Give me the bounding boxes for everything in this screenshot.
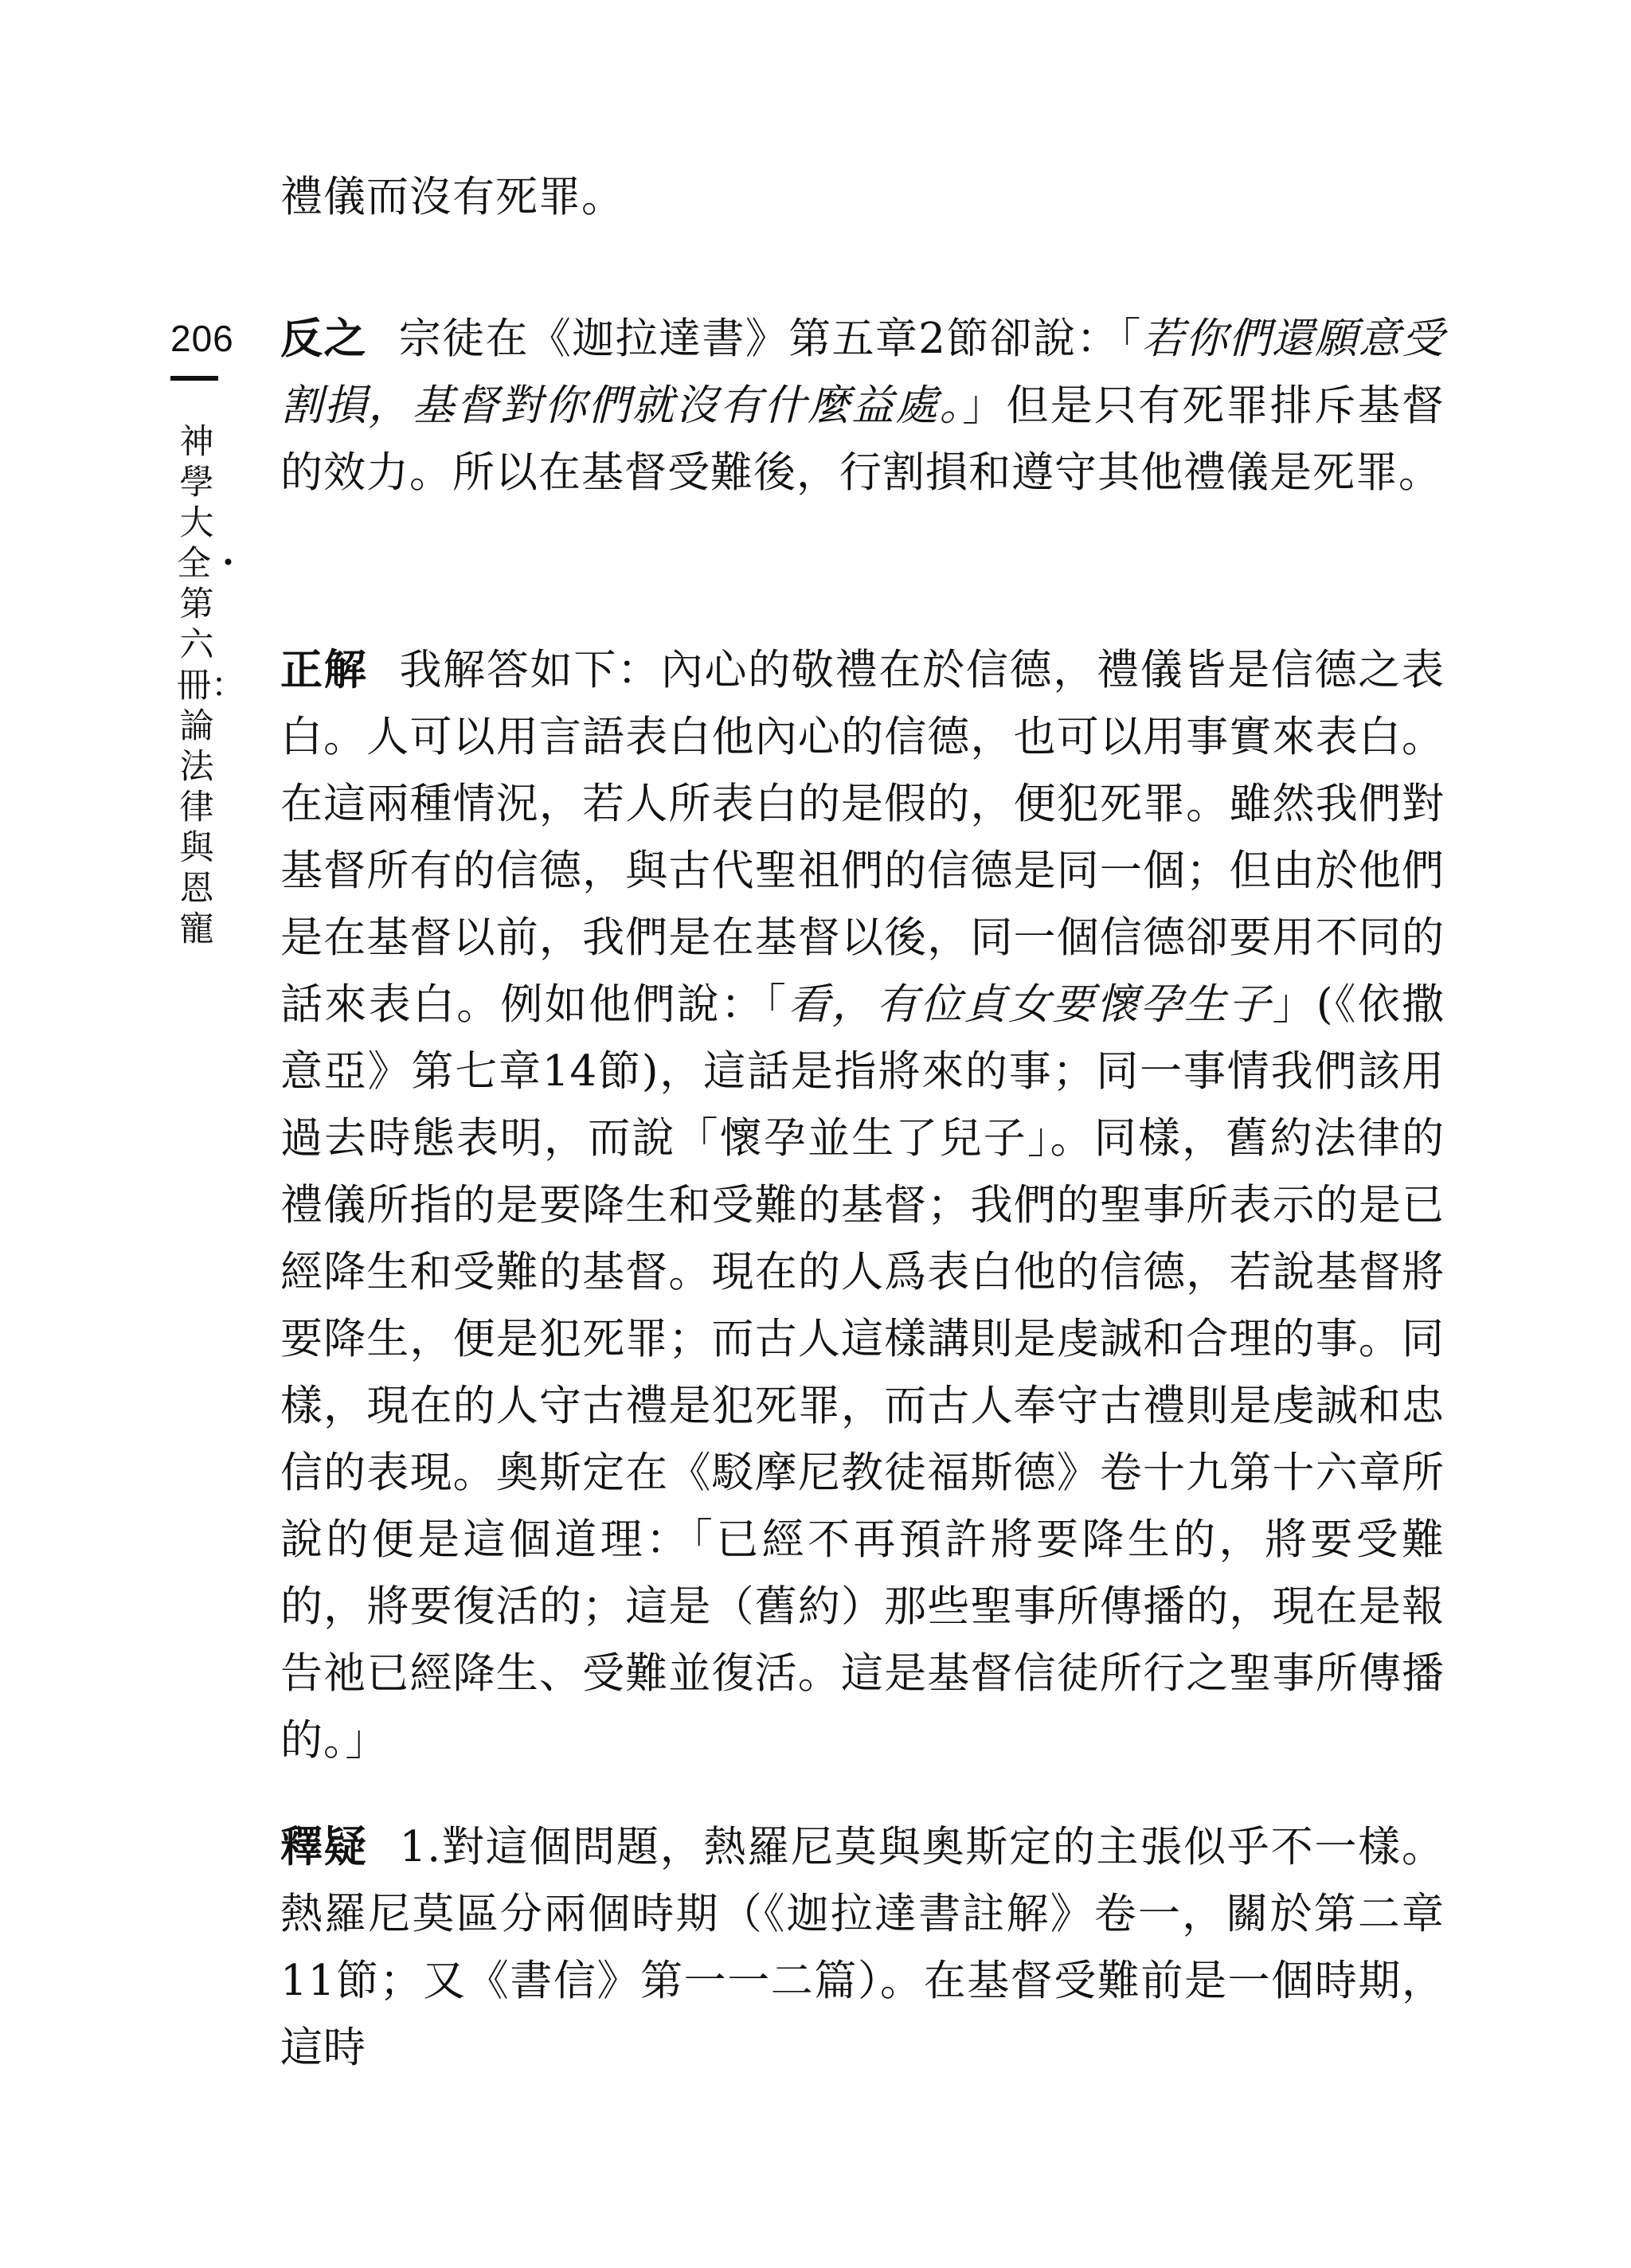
paragraph-lead: 正解 xyxy=(280,646,368,694)
paragraph-text: 我解答如下：內心的敬禮在於信德，禮儀皆是信德之表白。人可以用言語表白他內心的信德，也可以用事實來表白。在這兩種情況，若人所表白的是假的，便犯死罪。雖然我們對基督所有的信德，與古代聖祖們的信德是同一個；但由於他們是在基督以前，我們是在基督以後，同一個信德卻要用不同的話來表白。例如他們說：「 xyxy=(280,646,1445,1029)
paragraph-objection xyxy=(280,306,1445,506)
paragraph-text: 」但是只有死罪排斥基督的效力。所以在基督受難後，行割損和遵守其他禮儀是死罪。 xyxy=(280,381,1445,497)
paragraph-reply xyxy=(280,1814,1445,2082)
paragraph-lead: 釋疑 xyxy=(280,1823,368,1871)
paragraph-text: 」(《依撒意亞》第七章14節)，這話是指將來的事；同一事情我們該用過去時態表明，而說「懷孕並生了兒子」。同樣，舊約法律的禮儀所指的是要降生和受難的基督；我們的聖事所表示的是已經降生和受難的基督。現在的人爲表白他的信德，若說基督將要降生，便是犯死罪；而古人這樣講則是虔誠和合理的事。同樣，現在的人守古禮是犯死罪，而古人奉守古禮則是虔誠和忠信的表現。奧斯定在《駁摩尼教徒福斯德》卷十九第十六章所說的便是這個道理：「已經不再預許將要降生的，將要受難的，將要復活的；這是（舊約）那些聖事所傳播的，現在是報告祂已經降生、受難並復活。這是基督信徒所行之聖事所傳播的。」 xyxy=(280,980,1445,1765)
paragraph-continued xyxy=(280,164,1445,231)
page-number: 206 xyxy=(170,318,234,359)
scripture-quote: 若你們還願意受割損，基督對你們就沒有什麼益處。 xyxy=(280,315,1445,430)
paragraph-text: 禮儀而沒有死罪。 xyxy=(280,173,624,221)
margin-rule xyxy=(170,376,218,381)
paragraph-answer xyxy=(280,637,1445,1774)
running-head: 神學大全・第六冊：論法律與恩寵 xyxy=(177,422,245,949)
paragraph-text: 宗徒在《迦拉達書》第五章2節卻說：「 xyxy=(398,315,1142,363)
paragraph-text: 1.對這個問題，熱羅尼莫與奧斯定的主張似乎不一樣。熱羅尼莫區分兩個時期（《迦拉達書註解》卷一，關於第二章11節；又《書信》第一一二篇）。在基督受難前是一個時期，這時 xyxy=(280,1823,1445,2072)
scripture-quote: 看，有位貞女要懷孕生子 xyxy=(788,980,1273,1029)
paragraph-lead: 反之 xyxy=(280,315,367,363)
